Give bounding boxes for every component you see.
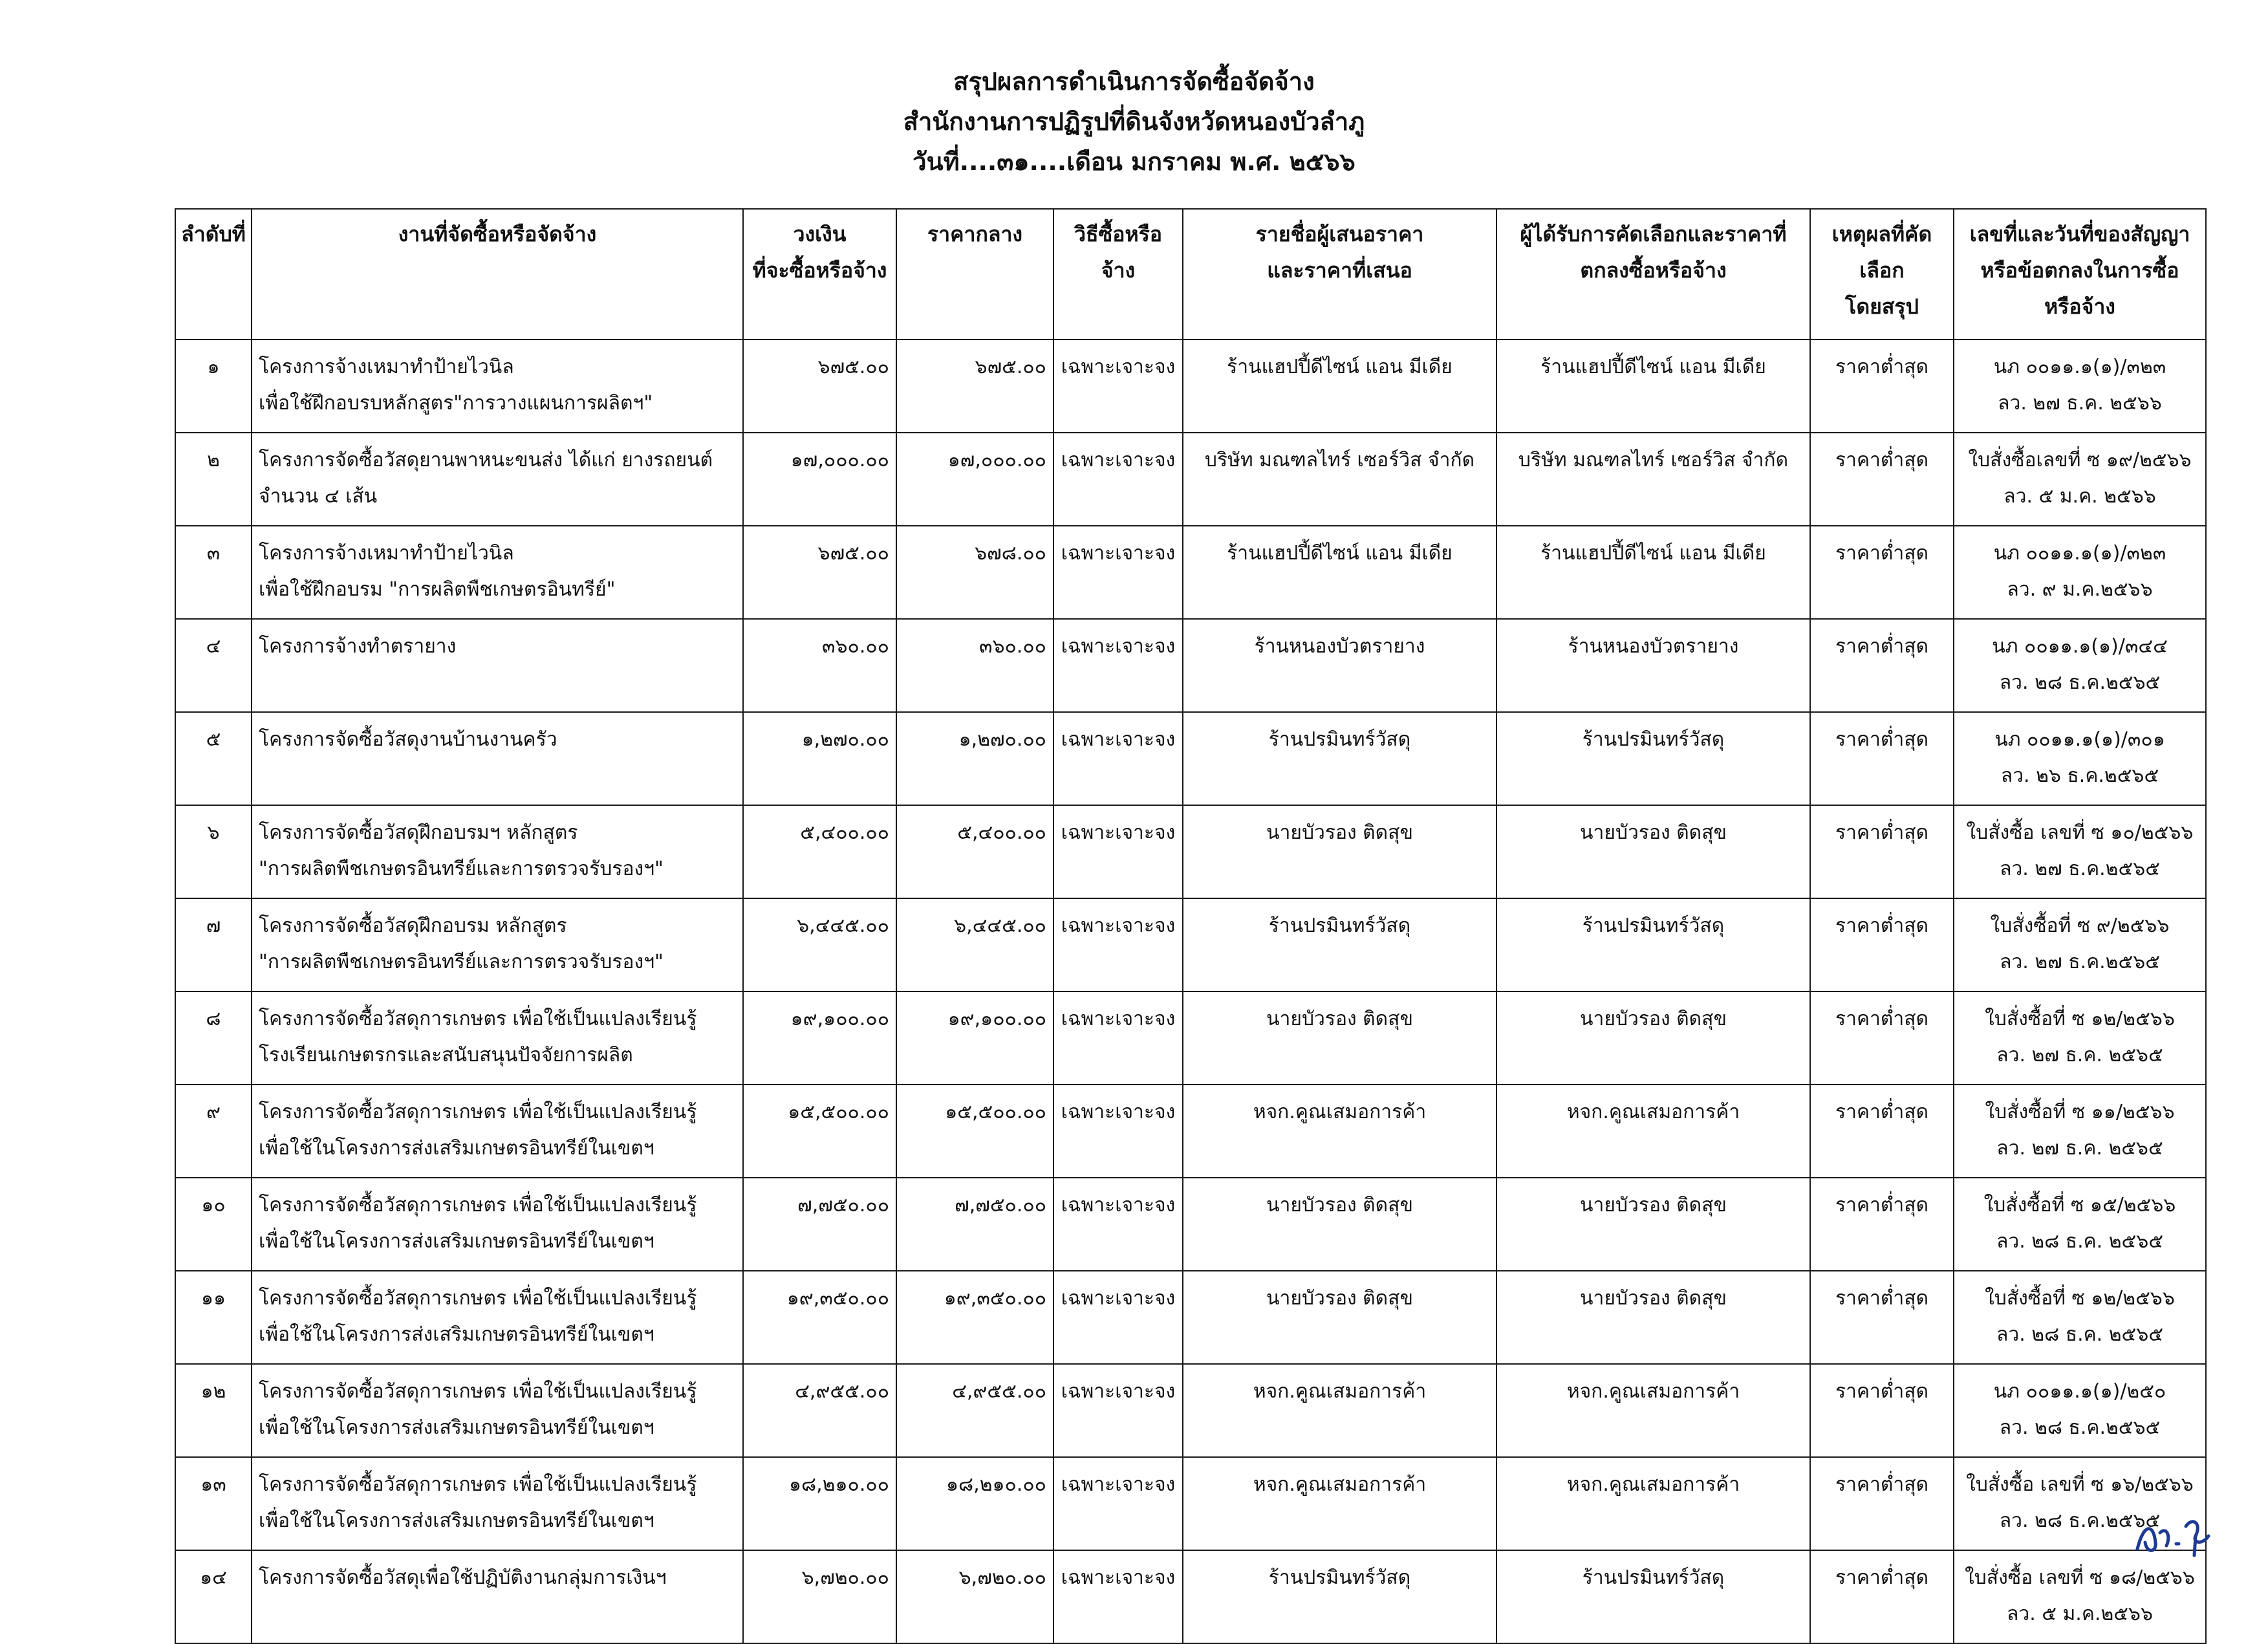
cell-budget: ๖๗๕.๐๐ <box>743 526 896 619</box>
cell-contract: ใบสั่งซื้อ เลขที่ ซ ๑๐/๒๕๖๖ ลว. ๒๗ ธ.ค.๒๕๖๕ <box>1954 805 2206 898</box>
cell-median: ๑๙,๑๐๐.๐๐ <box>896 991 1053 1085</box>
cell-item: โครงการจ้างเหมาทำป้ายไวนิล เพื่อใช้ฝึกอบรบหลักสูตร"การวางแผนการผลิตฯ" <box>252 340 743 433</box>
cell-winner: ร้านแฮปปี้ดีไซน์ แอน มีเดีย <box>1496 340 1810 433</box>
cell-no: ๗ <box>175 898 252 991</box>
col-header-reason: เหตุผลที่คัดเลือก โดยสรุป <box>1810 209 1954 340</box>
cell-contract: ใบสั่งซื้อ เลขที่ ซ ๑๘/๒๕๖๖ ลว. ๕ ม.ค.๒๕๖๖ <box>1954 1550 2206 1643</box>
cell-budget: ๖,๗๒๐.๐๐ <box>743 1550 896 1643</box>
table-row <box>175 619 2206 712</box>
cell-method: เฉพาะเจาะจง <box>1053 526 1183 619</box>
cell-bidder: หจก.คูณเสมอการค้า <box>1183 1364 1496 1457</box>
cell-bidder: ร้านหนองบัวตรายาง <box>1183 619 1496 712</box>
table-row <box>175 1364 2206 1457</box>
cell-winner: ร้านปรมินทร์วัสดุ <box>1496 898 1810 991</box>
cell-reason: ราคาต่ำสุด <box>1810 1085 1954 1178</box>
cell-median: ๑,๒๗๐.๐๐ <box>896 712 1053 805</box>
cell-winner: หจก.คูณเสมอการค้า <box>1496 1085 1810 1178</box>
cell-budget: ๗,๗๕๐.๐๐ <box>743 1178 896 1271</box>
cell-winner: นายบัวรอง ติดสุข <box>1496 991 1810 1085</box>
table-row <box>175 898 2206 991</box>
cell-bidder: นายบัวรอง ติดสุข <box>1183 991 1496 1085</box>
table-row <box>175 433 2206 526</box>
cell-contract: ใบสั่งซื้อที่ ซ ๑๒/๒๕๖๖ ลว. ๒๘ ธ.ค. ๒๕๖๕ <box>1954 1271 2206 1364</box>
cell-median: ๑๕,๕๐๐.๐๐ <box>896 1085 1053 1178</box>
cell-method: เฉพาะเจาะจง <box>1053 1364 1183 1457</box>
col-header-bidders: รายชื่อผู้เสนอราคา และราคาที่เสนอ <box>1183 209 1496 340</box>
cell-contract: ใบสั่งซื้อที่ ซ ๑๒/๒๕๖๖ ลว. ๒๗ ธ.ค. ๒๕๖๕ <box>1954 991 2206 1085</box>
cell-median: ๑๘,๒๑๐.๐๐ <box>896 1457 1053 1550</box>
cell-winner: นายบัวรอง ติดสุข <box>1496 1178 1810 1271</box>
cell-median: ๖๗๕.๐๐ <box>896 340 1053 433</box>
cell-winner: ร้านหนองบัวตรายาง <box>1496 619 1810 712</box>
cell-median: ๖๗๘.๐๐ <box>896 526 1053 619</box>
cell-reason: ราคาต่ำสุด <box>1810 619 1954 712</box>
cell-reason: ราคาต่ำสุด <box>1810 1178 1954 1271</box>
cell-contract: นภ ๐๐๑๑.๑(๑)/๓๒๓ ลว. ๙ ม.ค.๒๕๖๖ <box>1954 526 2206 619</box>
cell-budget: ๔,๙๕๕.๐๐ <box>743 1364 896 1457</box>
cell-bidder: ร้านแฮปปี้ดีไซน์ แอน มีเดีย <box>1183 526 1496 619</box>
cell-contract: ใบสั่งซื้อ เลขที่ ซ ๑๖/๒๕๖๖ ลว. ๒๘ ธ.ค.๒๕๖๕ <box>1954 1457 2206 1550</box>
cell-contract: ใบสั่งซื้อที่ ซ ๑๕/๒๕๖๖ ลว. ๒๘ ธ.ค. ๒๕๖๕ <box>1954 1178 2206 1271</box>
cell-budget: ๑๗,๐๐๐.๐๐ <box>743 433 896 526</box>
cell-no: ๘ <box>175 991 252 1085</box>
cell-no: ๒ <box>175 433 252 526</box>
cell-budget: ๑,๒๗๐.๐๐ <box>743 712 896 805</box>
table-header-row <box>175 209 2206 340</box>
cell-bidder: ร้านแฮปปี้ดีไซน์ แอน มีเดีย <box>1183 340 1496 433</box>
cell-reason: ราคาต่ำสุด <box>1810 340 1954 433</box>
cell-budget: ๖,๔๔๕.๐๐ <box>743 898 896 991</box>
table-row <box>175 991 2206 1085</box>
col-header-no: ลำดับที่ <box>175 209 252 340</box>
table-row <box>175 1085 2206 1178</box>
table-row <box>175 712 2206 805</box>
cell-median: ๔,๙๕๕.๐๐ <box>896 1364 1053 1457</box>
cell-budget: ๑๘,๒๑๐.๐๐ <box>743 1457 896 1550</box>
cell-reason: ราคาต่ำสุด <box>1810 526 1954 619</box>
cell-method: เฉพาะเจาะจง <box>1053 712 1183 805</box>
cell-winner: บริษัท มณฑลไทร์ เซอร์วิส จำกัด <box>1496 433 1810 526</box>
table-row <box>175 805 2206 898</box>
cell-no: ๑ <box>175 340 252 433</box>
col-header-budget: วงเงิน ที่จะซื้อหรือจ้าง <box>743 209 896 340</box>
cell-contract: นภ ๐๐๑๑.๑(๑)/๓๐๑ ลว. ๒๖ ธ.ค.๒๕๖๕ <box>1954 712 2206 805</box>
cell-bidder: ร้านปรมินทร์วัสดุ <box>1183 898 1496 991</box>
cell-budget: ๖๗๕.๐๐ <box>743 340 896 433</box>
cell-winner: ร้านปรมินทร์วัสดุ <box>1496 1550 1810 1643</box>
cell-no: ๖ <box>175 805 252 898</box>
title-line-2: สำนักงานการปฏิรูปที่ดินจังหวัดหนองบัวลำภู <box>903 107 1365 136</box>
cell-no: ๓ <box>175 526 252 619</box>
col-header-winner: ผู้ได้รับการคัดเลือกและราคาที่ ตกลงซื้อหรือจ้าง <box>1496 209 1810 340</box>
table-row <box>175 1178 2206 1271</box>
cell-method: เฉพาะเจาะจง <box>1053 805 1183 898</box>
cell-budget: ๑๙,๑๐๐.๐๐ <box>743 991 896 1085</box>
cell-bidder: ร้านปรมินทร์วัสดุ <box>1183 1550 1496 1643</box>
cell-item: โครงการจัดซื้อวัสดุการเกษตร เพื่อใช้เป็นแปลงเรียนรู้ เพื่อใช้ในโครงการส่งเสริมเกษตรอินทรีย์ในเขตฯ <box>252 1085 743 1178</box>
cell-reason: ราคาต่ำสุด <box>1810 898 1954 991</box>
cell-budget: ๑๙,๓๕๐.๐๐ <box>743 1271 896 1364</box>
table-row <box>175 1550 2206 1643</box>
cell-method: เฉพาะเจาะจง <box>1053 1271 1183 1364</box>
cell-contract: ใบสั่งซื้อเลขที่ ซ ๑๙/๒๕๖๖ ลว. ๕ ม.ค. ๒๕๖๖ <box>1954 433 2206 526</box>
cell-method: เฉพาะเจาะจง <box>1053 619 1183 712</box>
document-title <box>0 61 2268 182</box>
title-line-1: สรุปผลการดำเนินการจัดซื้อจัดจ้าง <box>953 67 1315 96</box>
col-header-item: งานที่จัดซื้อหรือจัดจ้าง <box>252 209 743 340</box>
cell-reason: ราคาต่ำสุด <box>1810 991 1954 1085</box>
table-row <box>175 526 2206 619</box>
table-row <box>175 340 2206 433</box>
cell-bidder: นายบัวรอง ติดสุข <box>1183 805 1496 898</box>
cell-budget: ๑๕,๕๐๐.๐๐ <box>743 1085 896 1178</box>
table-row <box>175 1457 2206 1550</box>
cell-bidder: หจก.คูณเสมอการค้า <box>1183 1457 1496 1550</box>
cell-method: เฉพาะเจาะจง <box>1053 1085 1183 1178</box>
cell-item: โครงการจัดซื้อวัสดุเพื่อใช้ปฏิบัติงานกลุ่มการเงินฯ <box>252 1550 743 1643</box>
cell-winner: หจก.คูณเสมอการค้า <box>1496 1364 1810 1457</box>
cell-no: ๑๐ <box>175 1178 252 1271</box>
cell-median: ๕,๔๐๐.๐๐ <box>896 805 1053 898</box>
cell-item: โครงการจัดซื้อวัสดุฝึกอบรมฯ หลักสูตร "การผลิตพืชเกษตรอินทรีย์และการตรวจรับรองฯ" <box>252 805 743 898</box>
cell-contract: นภ ๐๐๑๑.๑(๑)/๒๕๐ ลว. ๒๘ ธ.ค.๒๕๖๕ <box>1954 1364 2206 1457</box>
cell-item: โครงการจัดซื้อวัสดุฝึกอบรม หลักสูตร "การผลิตพืชเกษตรอินทรีย์และการตรวจรับรองฯ" <box>252 898 743 991</box>
cell-reason: ราคาต่ำสุด <box>1810 1271 1954 1364</box>
cell-item: โครงการจ้างทำตรายาง <box>252 619 743 712</box>
cell-item: โครงการจัดซื้อวัสดุการเกษตร เพื่อใช้เป็นแปลงเรียนรู้ เพื่อใช้ในโครงการส่งเสริมเกษตรอินทรีย์ในเขตฯ <box>252 1364 743 1457</box>
cell-median: ๑๗,๐๐๐.๐๐ <box>896 433 1053 526</box>
col-header-method: วิธีซื้อหรือจ้าง <box>1053 209 1183 340</box>
cell-item: โครงการจัดซื้อวัสดุงานบ้านงานครัว <box>252 712 743 805</box>
cell-item: โครงการจ้างเหมาทำป้ายไวนิล เพื่อใช้ฝึกอบรม "การผลิตพืชเกษตรอินทรีย์" <box>252 526 743 619</box>
cell-reason: ราคาต่ำสุด <box>1810 712 1954 805</box>
cell-item: โครงการจัดซื้อวัสดุการเกษตร เพื่อใช้เป็นแปลงเรียนรู้ เพื่อใช้ในโครงการส่งเสริมเกษตรอินทรีย์ในเขตฯ <box>252 1457 743 1550</box>
col-header-median: ราคากลาง <box>896 209 1053 340</box>
cell-no: ๑๓ <box>175 1457 252 1550</box>
col-header-contract: เลขที่และวันที่ของสัญญา หรือข้อตกลงในการซื้อ หรือจ้าง <box>1954 209 2206 340</box>
cell-item: โครงการจัดซื้อวัสดุการเกษตร เพื่อใช้เป็นแปลงเรียนรู้ โรงเรียนเกษตรกรและสนับสนุนปัจจัยการผลิต <box>252 991 743 1085</box>
cell-item: โครงการจัดซื้อวัสดุการเกษตร เพื่อใช้เป็นแปลงเรียนรู้ เพื่อใช้ในโครงการส่งเสริมเกษตรอินทรีย์ในเขตฯ <box>252 1178 743 1271</box>
cell-no: ๑๑ <box>175 1271 252 1364</box>
cell-winner: นายบัวรอง ติดสุข <box>1496 805 1810 898</box>
cell-method: เฉพาะเจาะจง <box>1053 1457 1183 1550</box>
cell-median: ๗,๗๕๐.๐๐ <box>896 1178 1053 1271</box>
cell-contract: นภ ๐๐๑๑.๑(๑)/๓๒๓ ลว. ๒๗ ธ.ค. ๒๕๖๖ <box>1954 340 2206 433</box>
table-row <box>175 1271 2206 1364</box>
cell-bidder: นายบัวรอง ติดสุข <box>1183 1271 1496 1364</box>
cell-method: เฉพาะเจาะจง <box>1053 433 1183 526</box>
cell-bidder: ร้านปรมินทร์วัสดุ <box>1183 712 1496 805</box>
handwritten-initials <box>2131 1497 2228 1562</box>
cell-bidder: บริษัท มณฑลไทร์ เซอร์วิส จำกัด <box>1183 433 1496 526</box>
cell-winner: ร้านปรมินทร์วัสดุ <box>1496 712 1810 805</box>
cell-reason: ราคาต่ำสุด <box>1810 1364 1954 1457</box>
cell-reason: ราคาต่ำสุด <box>1810 1550 1954 1643</box>
cell-item: โครงการจัดซื้อวัสดุยานพาหนะขนส่ง ได้แก่ ยางรถยนต์ จำนวน ๔ เส้น <box>252 433 743 526</box>
cell-contract: ใบสั่งซื้อที่ ซ ๑๑/๒๕๖๖ ลว. ๒๗ ธ.ค. ๒๕๖๕ <box>1954 1085 2206 1178</box>
cell-winner: นายบัวรอง ติดสุข <box>1496 1271 1810 1364</box>
cell-reason: ราคาต่ำสุด <box>1810 1457 1954 1550</box>
cell-median: ๓๖๐.๐๐ <box>896 619 1053 712</box>
cell-reason: ราคาต่ำสุด <box>1810 805 1954 898</box>
cell-contract: ใบสั่งซื้อที่ ซ ๙/๒๕๖๖ ลว. ๒๗ ธ.ค.๒๕๖๕ <box>1954 898 2206 991</box>
cell-budget: ๕,๔๐๐.๐๐ <box>743 805 896 898</box>
cell-median: ๑๙,๓๕๐.๐๐ <box>896 1271 1053 1364</box>
cell-no: ๔ <box>175 619 252 712</box>
cell-method: เฉพาะเจาะจง <box>1053 898 1183 991</box>
cell-no: ๑๒ <box>175 1364 252 1457</box>
cell-no: ๙ <box>175 1085 252 1178</box>
cell-median: ๖,๔๔๕.๐๐ <box>896 898 1053 991</box>
cell-winner: หจก.คูณเสมอการค้า <box>1496 1457 1810 1550</box>
cell-method: เฉพาะเจาะจง <box>1053 1178 1183 1271</box>
title-line-3: วันที่....๓๑....เดือน มกราคม พ.ศ. ๒๕๖๖ <box>913 147 1355 176</box>
cell-median: ๖,๗๒๐.๐๐ <box>896 1550 1053 1643</box>
cell-item: โครงการจัดซื้อวัสดุการเกษตร เพื่อใช้เป็นแปลงเรียนรู้ เพื่อใช้ในโครงการส่งเสริมเกษตรอินทรีย์ในเขตฯ <box>252 1271 743 1364</box>
cell-bidder: หจก.คูณเสมอการค้า <box>1183 1085 1496 1178</box>
cell-method: เฉพาะเจาะจง <box>1053 1550 1183 1643</box>
cell-method: เฉพาะเจาะจง <box>1053 340 1183 433</box>
cell-method: เฉพาะเจาะจง <box>1053 991 1183 1085</box>
cell-contract: นภ ๐๐๑๑.๑(๑)/๓๔๔ ลว. ๒๘ ธ.ค.๒๕๖๕ <box>1954 619 2206 712</box>
cell-budget: ๓๖๐.๐๐ <box>743 619 896 712</box>
cell-reason: ราคาต่ำสุด <box>1810 433 1954 526</box>
cell-no: ๑๔ <box>175 1550 252 1643</box>
cell-winner: ร้านแฮปปี้ดีไซน์ แอน มีเดีย <box>1496 526 1810 619</box>
procurement-table <box>175 208 2207 1644</box>
cell-bidder: นายบัวรอง ติดสุข <box>1183 1178 1496 1271</box>
cell-no: ๕ <box>175 712 252 805</box>
